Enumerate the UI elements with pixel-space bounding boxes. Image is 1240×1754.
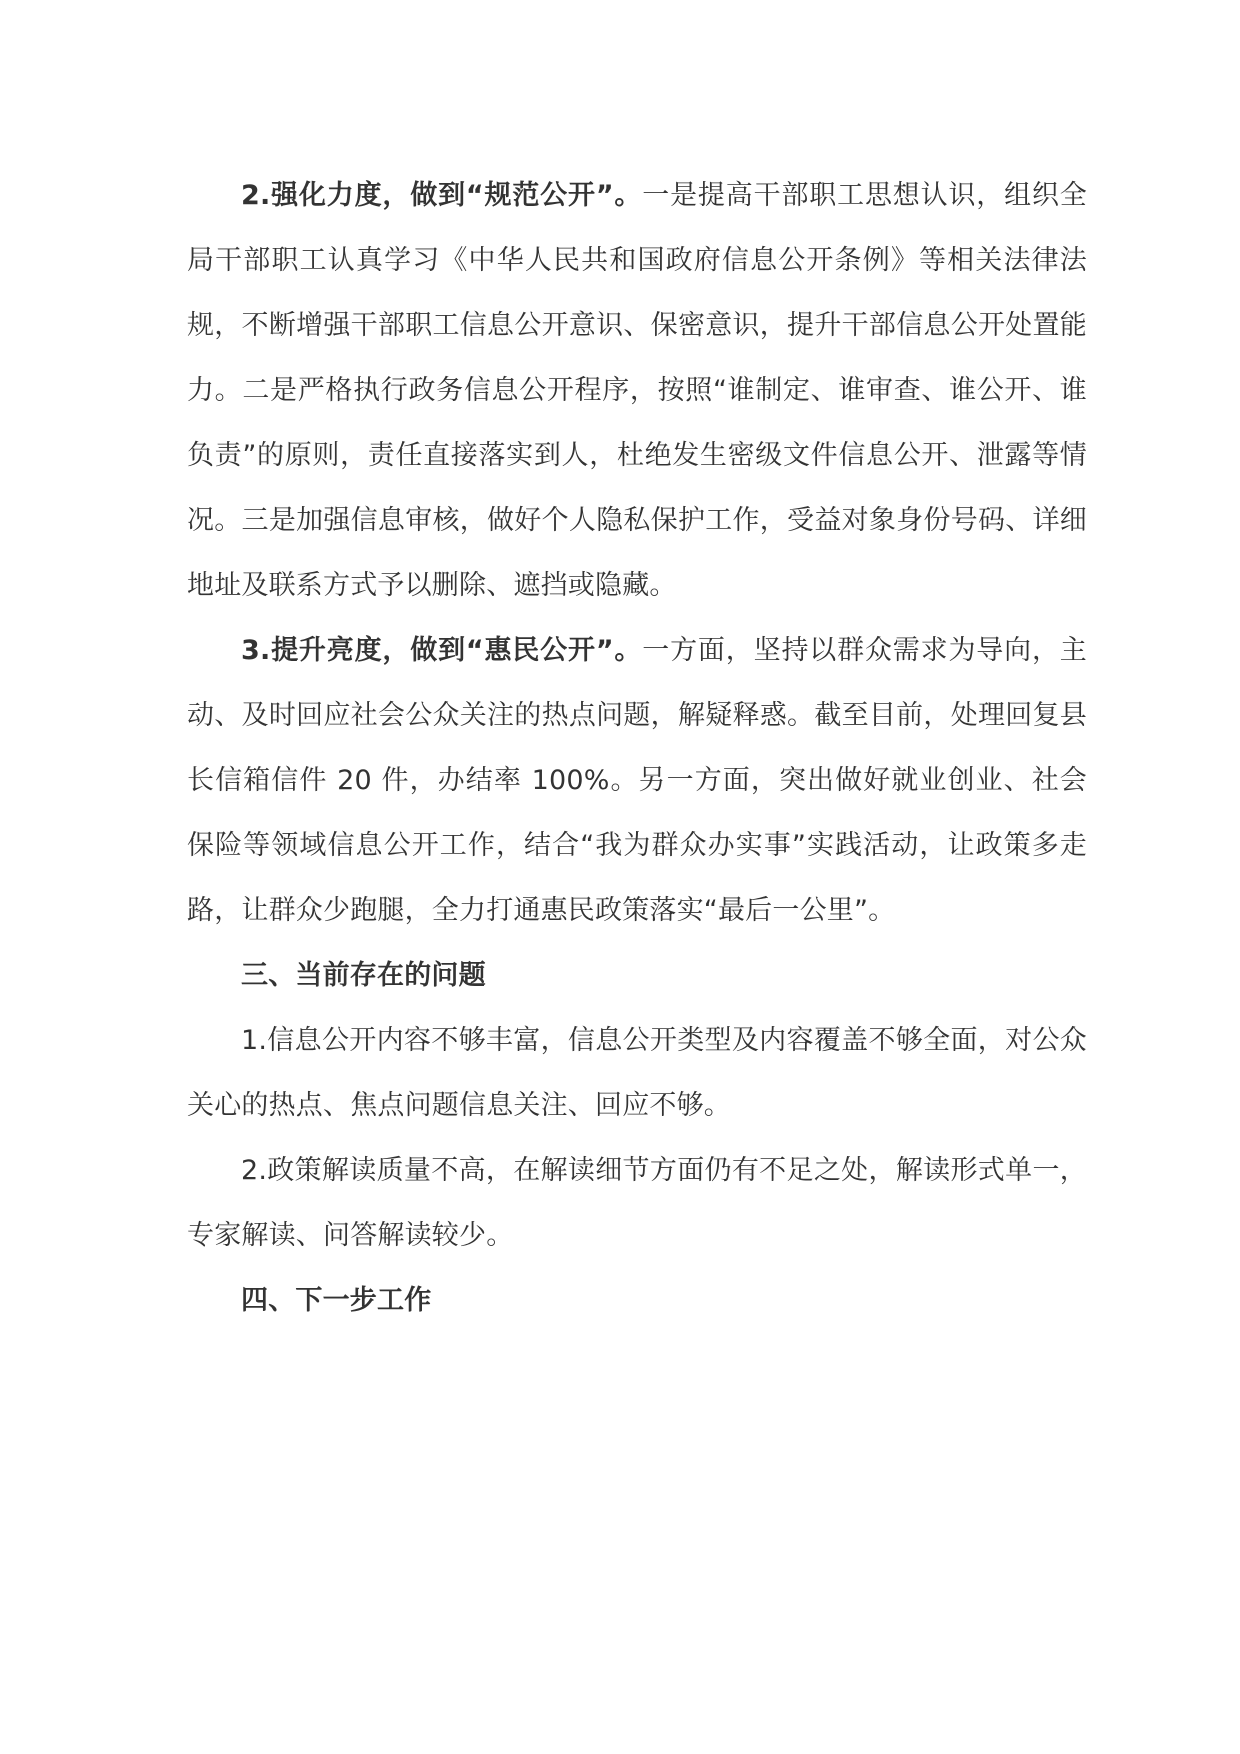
paragraph-benefit-disclosure — [187, 618, 1087, 943]
paragraph-standardized-disclosure — [187, 163, 1087, 618]
paragraph-lead: 3.提升亮度，做到“惠民公开”。 — [241, 635, 643, 666]
paragraph-body: 一方面，坚持以群众需求为导向，主动、及时回应社会公众关注的热点问题，解疑释惑。截至目前，处理回复县长信箱信件 20 件，办结率 100%。另一方面，突出做好就业创业、社会保险等领域信息公开工作，结合“我为群众办实事”实践活动，让政策多走路，让群众少跑腿，全力打通惠民政策落实“最后一公里”。 — [187, 635, 1087, 926]
section-heading-next-steps: 四、下一步工作 — [241, 1285, 432, 1316]
paragraph-lead: 2.强化力度，做到“规范公开”。 — [241, 180, 643, 211]
problem-item-1: 1.信息公开内容不够丰富，信息公开类型及内容覆盖不够全面，对公众关心的热点、焦点问题信息关注、回应不够。 — [187, 1025, 1087, 1121]
paragraph-body: 一是提高干部职工思想认识，组织全局干部职工认真学习《中华人民共和国政府信息公开条例》等相关法律法规，不断增强干部职工信息公开意识、保密意识，提升干部信息公开处置能力。二是严格执行政务信息公开程序，按照“谁制定、谁审查、谁公开、谁负责”的原则，责任直接落实到人，杜绝发生密级文件信息公开、泄露等情况。三是加强信息审核，做好个人隐私保护工作，受益对象身份号码、详细地址及联系方式予以删除、遮挡或隐藏。 — [187, 180, 1087, 601]
problem-item-2: 2.政策解读质量不高，在解读细节方面仍有不足之处，解读形式单一，专家解读、问答解读较少。 — [187, 1155, 1087, 1251]
section-heading-problems: 三、当前存在的问题 — [241, 960, 486, 991]
document-page — [187, 163, 1087, 1333]
